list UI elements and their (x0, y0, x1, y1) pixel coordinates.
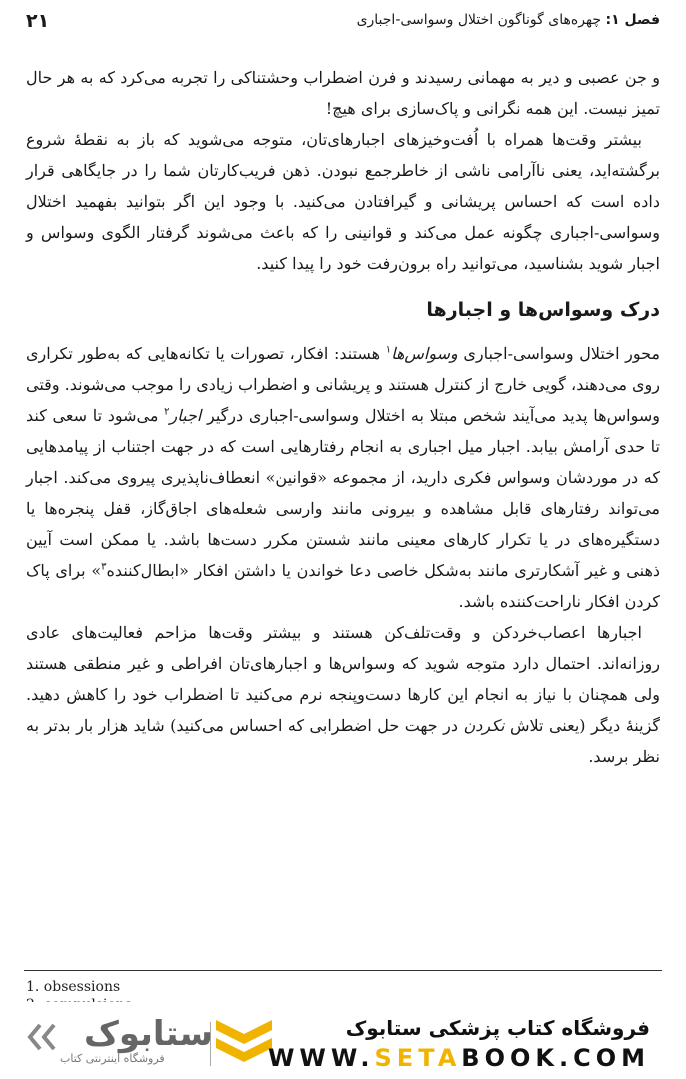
chapter-title-text: چهره‌های گوناگون اختلال وسواسی-اجباری (356, 12, 602, 28)
section-heading: درک وسواس‌ها و اجبارها (426, 299, 660, 321)
p4-text-b: در جهت حل اضطرابی که احساس می‌کنید) شاید هزار بار بدتر به نظر برسد. (26, 716, 660, 766)
double-chevron-icon (26, 1022, 60, 1052)
footnote-1: 1. obsessions (26, 979, 121, 995)
logo-wordmark: ستابوک (84, 1014, 213, 1054)
store-logo (24, 1014, 274, 1072)
footnote-ref-3: ۳ (101, 561, 107, 573)
chapter-label: فصل ۱: (605, 12, 660, 28)
chapter-title (357, 12, 660, 28)
page-header (0, 6, 686, 40)
store-name: فروشگاه کتاب پزشکی ستابوک (345, 1016, 650, 1040)
term-not-trying: نکردن (463, 716, 505, 735)
footnote-ref-1: ۱ (385, 344, 392, 356)
p3-text-c: می‌شود تا سعی کند تا حدی آرامش بیابد. اجبار میل اجباری به انجام رفتارهایی است که در جهت اجتناب از پیامدهایی که در موردشان وسواس فکری دارید، از مجموعه «قوانین» انعطاف‌ناپذیری پیروی می‌کند. اجبار می‌تواند رفتارهای قابل مشاهده و بیرونی مانند وارسی شعله‌های اجاق‌گاز، قفل پنجره‌ها یا دستگیره‌های در یا تکرار کارهای معینی مانند شستن مکرر دست‌ها باشد. یا ممکن است آیین ذهنی و غیر آشکارتری مانند به‌شکل خاصی دعا خواندن یا داشتن افکار «ابطال‌کننده (26, 406, 661, 580)
store-url[interactable] (268, 1044, 650, 1072)
body-text (26, 62, 660, 772)
url-accent: SETA (374, 1044, 462, 1072)
p4-text-a: اجبارها اعصاب‌خردکن و وقت‌تلف‌کن هستند و بیشتر وقت‌ها مزاحم فعالیت‌های عادی روزانه‌اند. احتمال دارد متوجه شوید که وسواس‌ها و اجبارهای‌تان افراطی و غیر منطقی هستند ولی همچنان با نیاز به انجام این کارها دست‌وپنجه نرم می‌کنید تا اضطراب خود را کاهش دهید. گزینهٔ دیگر (یعنی تلاش (26, 623, 661, 735)
p3-text-b: هستند: افکار، تصورات یا تکانه‌هایی که به‌طور تکراری روی می‌دهند، گویی خارج از کنترل هستند و پریشانی و اضطراب زیادی را موجب می‌شوند. وقتی وسواس‌ها پدید می‌آیند شخص مبتلا به اختلال وسواسی-اجباری درگیر (26, 344, 660, 425)
paragraph-1: و جن عصبی و دیر به مهمانی رسیدند و فرن اضطراب وحشتناکی را تجربه می‌کرد که به هر حال تمیز نیست. این همه نگرانی و پاک‌سازی برای هیچ! (26, 68, 661, 118)
p3-text-d: » برای پاک کردن افکار ناراحت‌کننده باشد. (26, 561, 660, 611)
p3-text-a: محور اختلال وسواسی-اجباری (457, 344, 661, 363)
paragraph-4 (26, 617, 660, 772)
store-banner (0, 1002, 686, 1079)
footnote-divider (24, 970, 662, 971)
logo-tagline: فروشگاه اینترنتی کتاب (60, 1052, 165, 1065)
page-number: ۲۱ (26, 10, 50, 32)
url-suffix: BOOK.COM (461, 1044, 650, 1072)
term-obsessions: وسواس‌ها (391, 344, 458, 363)
url-prefix: WWW. (267, 1044, 375, 1072)
paragraph-3 (26, 338, 660, 617)
term-compulsion: اجبار (169, 406, 202, 425)
paragraph-2: بیشتر وقت‌ها همراه با اُفت‌وخیزهای اجبارهای‌تان، متوجه می‌شوید که باز به نقطهٔ شروع برگشته‌اید، یعنی ناآرامی ناشی از خاطرجمع نبودن. ذهن فریب‌کارتان شما را در جایگاهی قرار داده است که احساس پریشانی و گیرافتادن می‌کنید. با وجود این اگر بتوانید بفهمید اختلال وسواسی-اجباری چگونه عمل می‌کند و قوانینی را که باعث می‌شوند گرفتار الگوی وسواس و اجبار شوید بشناسید، می‌توانید راه برون‌رفت خود را پیدا کنید. (26, 130, 660, 273)
footnote-ref-2: ۲ (164, 406, 170, 418)
chevron-logo-icon (214, 1016, 274, 1068)
